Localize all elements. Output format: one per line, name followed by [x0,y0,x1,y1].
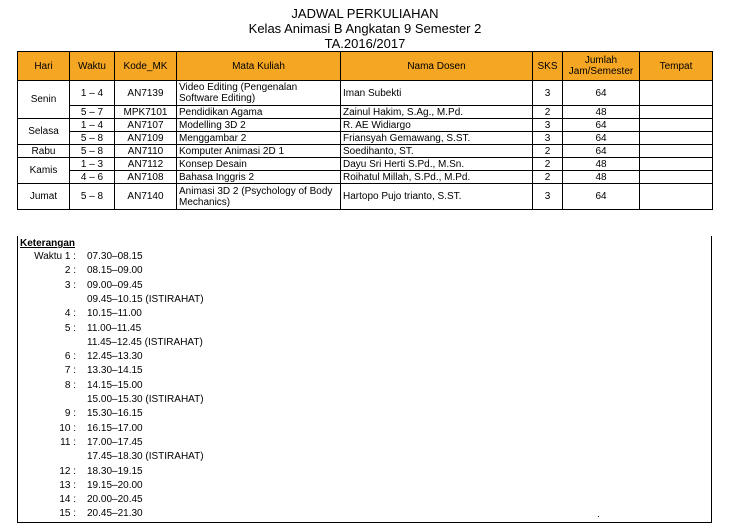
slot-time: 08.15–09.00 [87,265,143,277]
slot-time: 16.15–17.00 [87,422,143,434]
table-row [18,158,713,171]
cell-tempat [640,171,713,184]
cell-mata-kuliah: Komputer Animasi 2D 1 [177,145,341,158]
cell-tempat [640,119,713,132]
cell-dosen: R. AE Widiargo [341,119,533,132]
cell-dosen: Iman Subekti [341,81,533,106]
cell-tempat [640,106,713,119]
slot-time: 14.15–15.00 [87,379,143,391]
cell-tempat [640,158,713,171]
table-row [18,145,713,158]
cell-kode: AN7107 [115,119,177,132]
cell-dosen: Friansyah Gemawang, S.ST. [341,132,533,145]
cell-sks: 2 [533,145,563,158]
cell-sks: 2 [533,158,563,171]
col-header-dosen: Nama Dosen [341,52,533,81]
cell-sks: 3 [533,184,563,210]
col-header-hari: Hari [18,52,70,81]
cell-sks: 2 [533,106,563,119]
cell-waktu: 5 – 8 [70,184,115,210]
slot-number: 13 : [59,479,76,491]
cell-jumlah: 64 [563,132,640,145]
cell-jumlah: 48 [563,171,640,184]
table-row [18,106,713,119]
table-row [18,81,713,106]
day-cell: Senin [18,81,70,119]
cell-tempat [640,132,713,145]
academic-year: TA.2016/2017 [324,36,406,51]
cell-dosen: Roihatul Millah, S.Pd., M.Pd. [341,171,533,184]
cell-mata-kuliah: Video Editing (Pengenalan Software Editing) [177,81,341,106]
slot-number: Waktu 1 : [34,251,76,262]
cell-dosen: Dayu Sri Herti S.Pd., M.Sn. [341,158,533,171]
slot-time: 13.30–14.15 [87,365,143,377]
cell-mata-kuliah: Animasi 3D 2 (Psychology of Body Mechanics) [177,184,341,210]
cell-waktu: 1 – 4 [70,119,115,132]
cell-kode: AN7110 [115,145,177,158]
cell-sks: 3 [533,81,563,106]
slot-time: 09.00–09.45 [87,279,143,291]
cell-dosen: Zainul Hakim, S.Ag., M.Pd. [341,106,533,119]
slot-time: 11.00–11.45 [87,322,142,334]
slot-time: 20.00–20.45 [87,494,143,506]
slot-time: 17.00–17.45 [87,436,143,448]
slot-time: 15.00–15.30 (ISTIRAHAT) [87,394,204,405]
slot-time: 19.15–20.00 [87,479,143,491]
col-header-kode: Kode_MK [115,52,177,81]
col-header-jumlah: Jumlah Jam/Semester [563,52,640,81]
notes-section [17,236,712,523]
table-row [18,171,713,184]
cell-kode: MPK7101 [115,106,177,119]
day-cell: Kamis [18,158,70,184]
cell-tempat [640,184,713,210]
table-row [18,184,713,210]
cell-waktu: 4 – 6 [70,171,115,184]
table-row [18,119,713,132]
cell-waktu: 5 – 8 [70,132,115,145]
slot-number: 14 : [59,494,76,506]
slot-time: 18.30–19.15 [87,465,143,477]
slot-time: 12.45–13.30 [87,351,143,363]
slot-number: 5 : [64,322,76,334]
cell-sks: 3 [533,119,563,132]
cell-kode: AN7139 [115,81,177,106]
slot-number: 9 : [64,408,76,420]
day-cell: Jumat [18,184,70,210]
cell-dosen: Hartopo Pujo trianto, S.ST. [341,184,533,210]
cell-dosen: Soedihanto, ST. [341,145,533,158]
slot-number: 3 : [64,279,76,291]
cell-mata-kuliah: Bahasa Inggris 2 [177,171,341,184]
cell-mata-kuliah: Menggambar 2 [177,132,341,145]
cell-jumlah: 64 [563,81,640,106]
cell-tempat [640,145,713,158]
cell-kode: AN7112 [115,158,177,171]
cell-kode: AN7108 [115,171,177,184]
slot-number: 11 : [60,436,76,448]
col-header-mata-kuliah: Mata Kuliah [177,52,341,81]
slot-number: 8 : [64,379,76,391]
slot-number: 4 : [64,308,76,320]
cell-jumlah: 64 [563,145,640,158]
cell-mata-kuliah: Modelling 3D 2 [177,119,341,132]
slot-time: 10.15–11.00 [87,308,142,320]
slot-time: 09.45–10.15 (ISTIRAHAT) [87,293,204,305]
slot-time: 20.45–21.30 [87,508,143,520]
slot-number: 6 : [64,351,76,363]
cell-sks: 2 [533,171,563,184]
slot-number: 10 : [59,422,76,434]
document-title: JADWAL PERKULIAHAN [291,6,439,21]
schedule-table [17,51,713,210]
cell-mata-kuliah: Pendidikan Agama [177,106,341,119]
cell-sks: 3 [533,132,563,145]
col-header-sks: SKS [533,52,563,81]
slot-time: 07.30–08.15 [87,251,143,262]
cell-waktu: 1 – 4 [70,81,115,106]
class-subtitle: Kelas Animasi B Angkatan 9 Semester 2 [248,21,482,36]
slot-time: 17.45–18.30 (ISTIRAHAT) [87,451,204,463]
cell-waktu: 5 – 8 [70,145,115,158]
cell-kode: AN7140 [115,184,177,210]
cell-mata-kuliah: Konsep Desain [177,158,341,171]
cell-waktu: 5 – 7 [70,106,115,119]
cell-kode: AN7109 [115,132,177,145]
table-row [18,132,713,145]
slot-number: 12 : [59,465,76,477]
notes-title: Keterangan [20,238,76,249]
cell-jumlah: 48 [563,158,640,171]
cell-tempat [640,81,713,106]
slot-time: 11.45–12.45 (ISTIRAHAT) [87,336,203,348]
slot-number: 2 : [64,265,76,277]
cell-jumlah: 64 [563,184,640,210]
header-row [18,52,713,81]
dot-mark: . [597,509,600,520]
cell-jumlah: 48 [563,106,640,119]
slot-number: 7 : [64,365,76,377]
slot-number: 15 : [59,508,76,520]
cell-waktu: 1 – 3 [70,158,115,171]
col-header-waktu: Waktu [70,52,115,81]
day-cell: Selasa [18,119,70,145]
slot-time: 15.30–16.15 [87,408,143,420]
day-cell: Rabu [18,145,70,158]
cell-jumlah: 64 [563,119,640,132]
col-header-tempat: Tempat [640,52,713,81]
